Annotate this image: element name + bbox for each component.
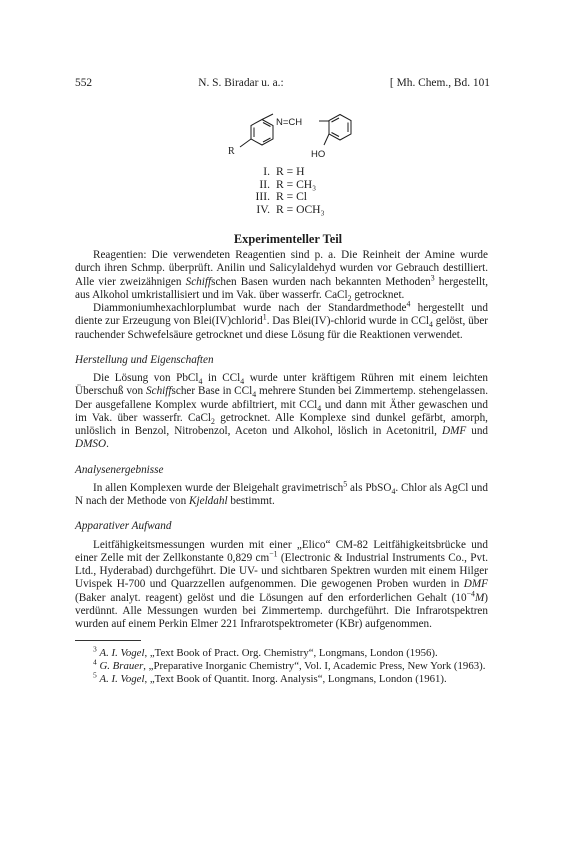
footnote-mark: 4 bbox=[93, 657, 97, 667]
footnote-divider bbox=[75, 640, 141, 641]
section-heading: Experimenteller Teil bbox=[233, 232, 343, 246]
citation-bracket: [ bbox=[389, 77, 394, 89]
running-header bbox=[75, 77, 490, 89]
footnote-ref: 5 bbox=[343, 479, 348, 489]
footnote: $^3$ A. I. Vogel, „Text Book of Pract. Org. Chemistry“, Longmans, London (1956). bbox=[93, 644, 438, 660]
compound-formula: R = Cl bbox=[276, 190, 308, 204]
r-bond bbox=[240, 139, 251, 147]
footnote-author: G. Brauer bbox=[99, 660, 144, 673]
n-bond bbox=[262, 114, 273, 120]
footnote-ref: 1 bbox=[262, 312, 267, 322]
compound-number: II. bbox=[259, 177, 270, 191]
compound-number: I. bbox=[263, 165, 270, 178]
oh-bond bbox=[324, 134, 329, 145]
footnote-author: A. I. Vogel bbox=[99, 647, 145, 660]
compound-row bbox=[244, 191, 325, 204]
footnote-author: A. I. Vogel bbox=[99, 673, 145, 686]
subsection-heading: Apparativer Aufwand bbox=[75, 520, 172, 533]
subsection-heading: Herstellung und Eigenschaften bbox=[75, 353, 214, 366]
footnote-ref: 3 bbox=[430, 272, 435, 282]
analysis-paragraph: In allen Komplexen wurde der Bleigehalt gravimetrisch$^5$ als PbSO$_4$. Chlor als AgCl und N nach der Methode von Kjeldahl bestimmt. bbox=[75, 479, 488, 507]
footnote-ref: 4 bbox=[406, 299, 411, 309]
footnote-mark: 3 bbox=[93, 644, 97, 654]
compound-number: III. bbox=[255, 190, 270, 204]
preparation-paragraph: Die Lösung von PbCl$_4$ in CCl$_4$ wurde unter kräftigem Rühren mit einem leichten Überschuß von Schiffscher Base in CCl$_4$ mehrere Stunden bei Zimmertemp. stehengelassen. Der ausgefallene Komplex wurde abfiltriert, mit CCl$_4$ und dann mit Äther gewaschen und im Vak. über wasserfr. CaCl$_2$ getrocknet. Alle Komplexe sind dunkel gefärbt, amorph, unlöslich in Benzol, Nitrobenzol, Aceton und Alkohol, löslich in Acetonitril, DMF und DMSO. bbox=[75, 372, 489, 451]
footnote: $^5$ A. I. Vogel, „Text Book of Quantit. Inorg. Analysis“, Longmans, London (1961). bbox=[93, 670, 447, 686]
footnotes bbox=[75, 644, 488, 686]
hydroxyl-label: HO bbox=[311, 149, 326, 160]
compound-formula: R = OCH₃ bbox=[276, 202, 325, 216]
compound-formula: R = CH₃ bbox=[276, 177, 317, 191]
journal-reference: Mh. Chem., Bd. 101 bbox=[396, 77, 490, 89]
footnote: $^4$ G. Brauer, „Preparative Inorganic Chemistry“, Vol. I, Academic Press, New York (1963). bbox=[93, 657, 486, 673]
reagents-paragraph: Reagentien: Die verwendeten Reagentien sind p. a. Die Reinheit der Amine wurde durch ihren Schmp. überprüft. Anilin und Salicylaldehyd wurden vor Gebrauch destilliert. Alle vier zweizähnigen Schiffschen Basen wurden nach bekannten Methoden$^3$ hergestellt, aus Alkohol umkristallisiert und im Vak. über wasserfr. CaCl$_2$ getrocknet. bbox=[75, 249, 488, 303]
journal-citation bbox=[390, 77, 490, 89]
compound-row bbox=[244, 204, 325, 217]
compound-number: IV. bbox=[256, 202, 270, 216]
compound-list bbox=[244, 166, 325, 216]
compound-formula: R = H bbox=[276, 165, 305, 178]
imine-label: N=CH bbox=[276, 117, 303, 128]
plumbate-paragraph: Diammoniumhexachlorplumbat wurde nach der Standardmethode$^4$ hergestellt und diente zur Erzeugung von Blei(IV)chlorid$^1$. Das Blei(IV)-chlorid wurde in CCl$_4$ gelöst, über rauchender Schwefelsäure getrocknet und diese Lösung für die Reaktionen verwendet. bbox=[75, 299, 489, 341]
article-body bbox=[75, 249, 488, 687]
apparatus-paragraph: Leitfähigkeitsmessungen wurden mit einer „Elico“ CM-82 Leitfähigkeitsbrücke und einer Zelle mit der Zellkonstante 0,829 $cm^{-1}$ (Electronic & Industrial Instruments Co., Pvt. Ltd., Hyderabad) durchgeführt. Die UV- und sichtbaren Spektren wurden mit einem Hilger Uvispek H-700 und Quarzzellen aufgenommen. Die gewogenen Proben wurden in DMF (Baker analyt. reagent) gelöst und die Lösungen auf den erforderlichen Gehalt $(10^{-4}M)$ verdünnt. Alle Messungen wurden bei Zimmertemp. durchgeführt. Die Infrarotspektren wurden auf einem Perkin Elmer 221 Infrarotspektrometer (KBr) aufgenommen. bbox=[75, 538, 488, 630]
page-number: 552 bbox=[75, 77, 93, 89]
footnote-mark: 5 bbox=[93, 670, 97, 680]
schiff-base-structure bbox=[218, 112, 358, 168]
compound-row bbox=[244, 166, 325, 179]
running-authors: N. S. Biradar u. a.: bbox=[198, 77, 284, 89]
subsection-heading: Analysenergebnisse bbox=[75, 463, 164, 476]
r-substituent-label: R bbox=[228, 146, 235, 157]
